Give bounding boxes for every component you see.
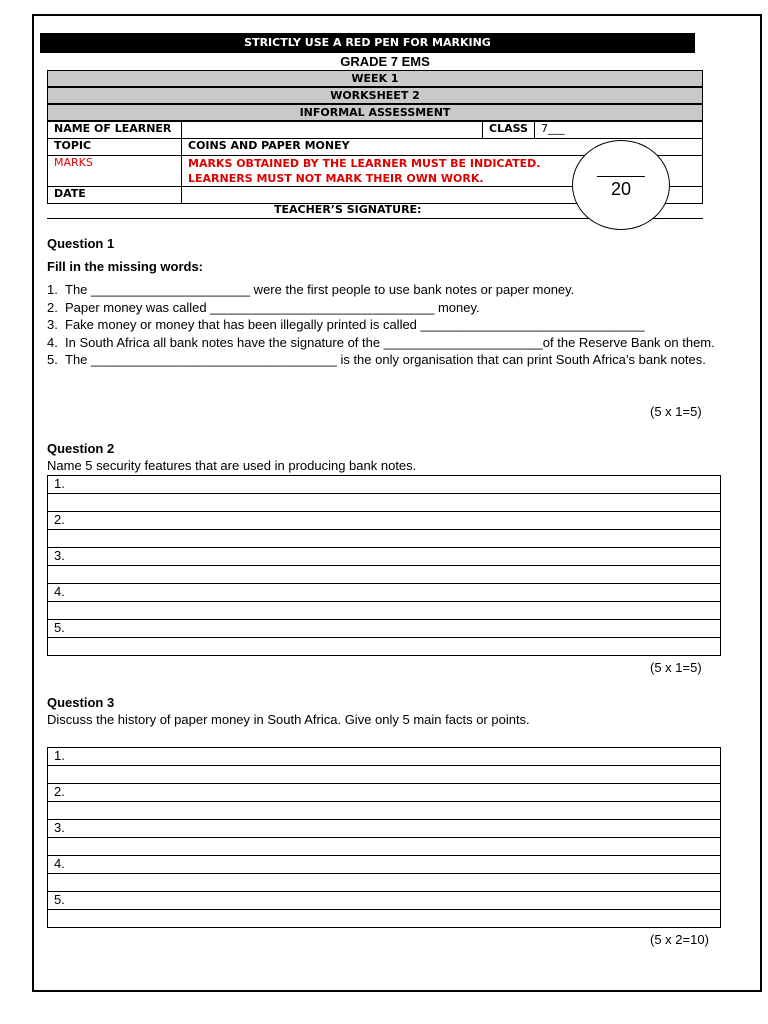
answer-row[interactable] bbox=[48, 874, 721, 892]
class-value[interactable]: 7___ bbox=[534, 122, 702, 139]
answer-row[interactable]: 5. bbox=[48, 620, 721, 638]
marks-note-line-1: MARKS OBTAINED BY THE LEARNER MUST BE INDICATED. bbox=[188, 157, 541, 170]
answer-row[interactable] bbox=[48, 494, 721, 512]
question-3-answer-table bbox=[47, 747, 721, 928]
list-item[interactable]: 5. The __________________________________ is the only organisation that can print South Africa’s bank notes. bbox=[47, 352, 706, 367]
marking-banner: STRICTLY USE A RED PEN FOR MARKING bbox=[40, 33, 695, 53]
question-3-marks: (5 x 2=10) bbox=[650, 932, 709, 947]
week-header: WEEK 1 bbox=[47, 70, 703, 87]
answer-row[interactable] bbox=[48, 802, 721, 820]
date-label: DATE bbox=[48, 187, 182, 204]
answer-row[interactable]: 4. bbox=[48, 584, 721, 602]
answer-row[interactable] bbox=[48, 910, 721, 928]
class-label: CLASS bbox=[483, 122, 535, 139]
topic-label: TOPIC bbox=[48, 139, 182, 156]
answer-row[interactable]: 1. bbox=[48, 748, 721, 766]
name-label: NAME OF LEARNER bbox=[48, 122, 182, 139]
answer-row[interactable]: 3. bbox=[48, 548, 721, 566]
question-3-instruction: Discuss the history of paper money in South Africa. Give only 5 main facts or points. bbox=[47, 712, 530, 727]
worksheet-header: WORKSHEET 2 bbox=[47, 87, 703, 104]
answer-row[interactable]: 4. bbox=[48, 856, 721, 874]
list-item[interactable]: 2. Paper money was called _______________________________ money. bbox=[47, 299, 480, 315]
answer-row[interactable]: 5. bbox=[48, 892, 721, 910]
topic-value: COINS AND PAPER MONEY bbox=[182, 139, 703, 156]
question-2-title: Question 2 bbox=[47, 441, 115, 456]
teacher-signature-label: TEACHER’S SIGNATURE: bbox=[274, 203, 422, 216]
question-1-title: Question 1 bbox=[47, 236, 115, 251]
assessment-header: INFORMAL ASSESSMENT bbox=[47, 104, 703, 121]
question-3-title: Question 3 bbox=[47, 695, 115, 710]
marks-label: MARKS bbox=[48, 156, 182, 187]
list-item[interactable]: 1. The ______________________ were the first people to use bank notes or paper money. bbox=[47, 282, 575, 297]
question-1-list bbox=[47, 281, 722, 369]
grade-title: GRADE 7 EMS bbox=[340, 54, 430, 69]
name-field[interactable] bbox=[182, 122, 483, 139]
answer-row[interactable] bbox=[48, 602, 721, 620]
question-2-instruction: Name 5 security features that are used in producing bank notes. bbox=[47, 458, 417, 473]
answer-row[interactable] bbox=[48, 766, 721, 784]
marks-note-line-2: LEARNERS MUST NOT MARK THEIR OWN WORK. bbox=[188, 172, 484, 185]
fraction-bar bbox=[597, 176, 645, 177]
answer-row[interactable] bbox=[48, 838, 721, 856]
question-1-marks: (5 x 1=5) bbox=[650, 404, 702, 419]
total-marks: 20 bbox=[610, 179, 632, 199]
question-2-answer-table bbox=[47, 475, 721, 656]
question-2-marks: (5 x 1=5) bbox=[650, 660, 702, 675]
answer-row[interactable]: 2. bbox=[48, 512, 721, 530]
answer-row[interactable] bbox=[48, 530, 721, 548]
answer-row[interactable]: 3. bbox=[48, 820, 721, 838]
answer-row[interactable] bbox=[48, 638, 721, 656]
total-marks-circle bbox=[572, 140, 670, 230]
question-1-subtitle: Fill in the missing words: bbox=[47, 259, 204, 274]
list-item[interactable]: 4. In South Africa all bank notes have the signature of the ______________________of the Reserve Bank on them. bbox=[47, 334, 715, 350]
answer-row[interactable]: 1. bbox=[48, 476, 721, 494]
answer-row[interactable]: 2. bbox=[48, 784, 721, 802]
answer-row[interactable] bbox=[48, 566, 721, 584]
list-item[interactable]: 3. Fake money or money that has been illegally printed is called _______________________________ bbox=[47, 317, 645, 332]
